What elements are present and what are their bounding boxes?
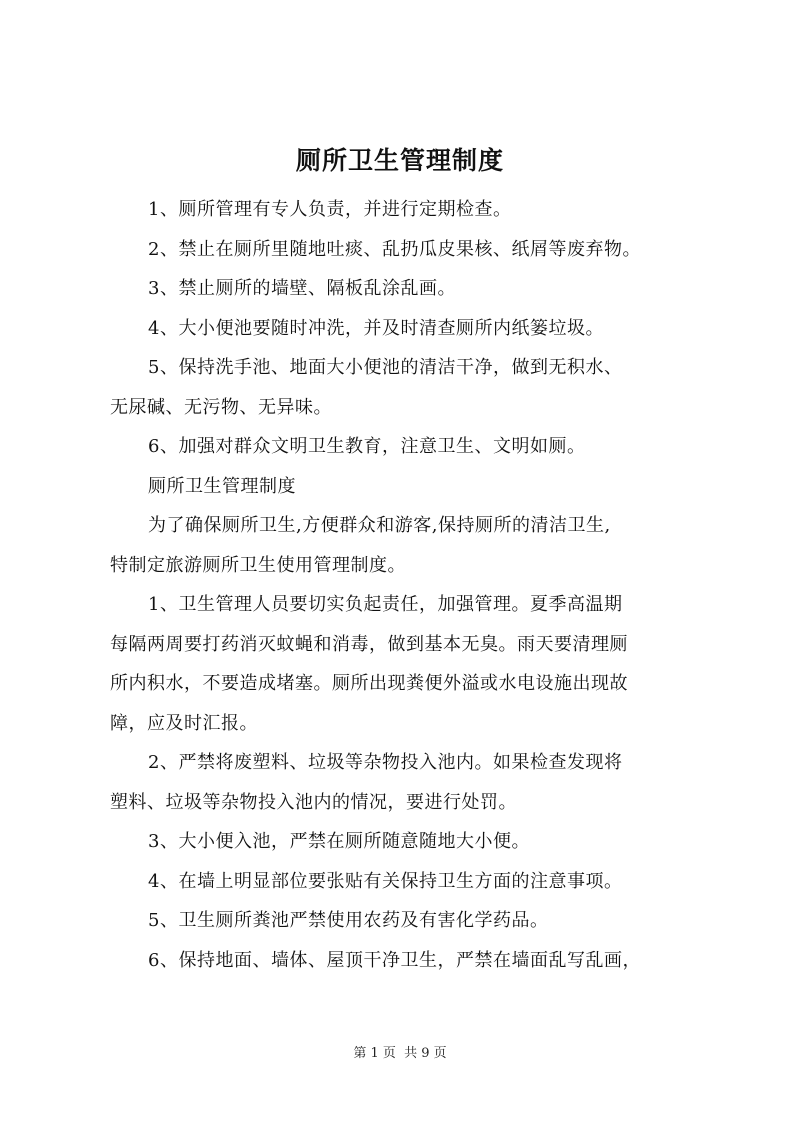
paragraph-line: 为了确保厕所卫生,方便群众和游客,保持厕所的清洁卫生,	[148, 515, 611, 536]
paragraph-line: 1、厕所管理有专人负责，并进行定期检查。	[148, 199, 512, 220]
page-footer	[0, 1042, 800, 1061]
paragraph-line: 4、在墙上明显部位要张贴有关保持卫生方面的注意事项。	[148, 870, 623, 892]
page-total: 共 9 页	[404, 1046, 447, 1061]
paragraph-line: 塑料、垃圾等杂物投入池内的情况，要进行处罚。	[110, 791, 517, 813]
paragraph-line: 6、保持地面、墙体、屋顶干净卫生，严禁在墙面乱写乱画，	[148, 949, 641, 971]
page-number: 第 1 页	[353, 1046, 396, 1061]
paragraph-line: 3、禁止厕所的墙壁、隔板乱涂乱画。	[148, 278, 456, 299]
paragraph-line: 特制定旅游厕所卫生使用管理制度。	[110, 554, 406, 576]
paragraph-line: 无尿碱、无污物、无异味。	[110, 396, 332, 418]
paragraph-line: 4、大小便池要随时冲洗，并及时清查厕所内纸篓垃圾。	[148, 317, 604, 339]
paragraph-line: 6、加强对群众文明卫生教育，注意卫生、文明如厕。	[148, 436, 586, 457]
section-heading: 厕所卫生管理制度	[148, 475, 296, 497]
paragraph-line: 5、卫生厕所粪池严禁使用农药及有害化学药品。	[148, 910, 549, 931]
document-title: 厕所卫生管理制度	[295, 146, 504, 175]
paragraph-line: 每隔两周要打药消灭蚊蝇和消毒，做到基本无臭。雨天要清理厕	[110, 633, 628, 655]
paragraph-line: 2、严禁将废塑料、垃圾等杂物投入池内。如果检查发现将	[148, 752, 623, 773]
paragraph-line: 2、禁止在厕所里随地吐痰、乱扔瓜皮果核、纸屑等废弃物。	[148, 238, 641, 260]
document-body	[110, 190, 710, 980]
paragraph-line: 所内积水，不要造成堵塞。厕所出现粪便外溢或水电设施出现故	[110, 673, 628, 694]
paragraph-line: 1、卫生管理人员要切实负起责任，加强管理。夏季高温期	[148, 594, 623, 615]
paragraph-line: 5、保持洗手池、地面大小便池的清洁干净，做到无积水、	[148, 357, 623, 378]
paragraph-line: 3、大小便入池，严禁在厕所随意随地大小便。	[148, 831, 530, 852]
paragraph-line: 障，应及时汇报。	[110, 712, 258, 734]
